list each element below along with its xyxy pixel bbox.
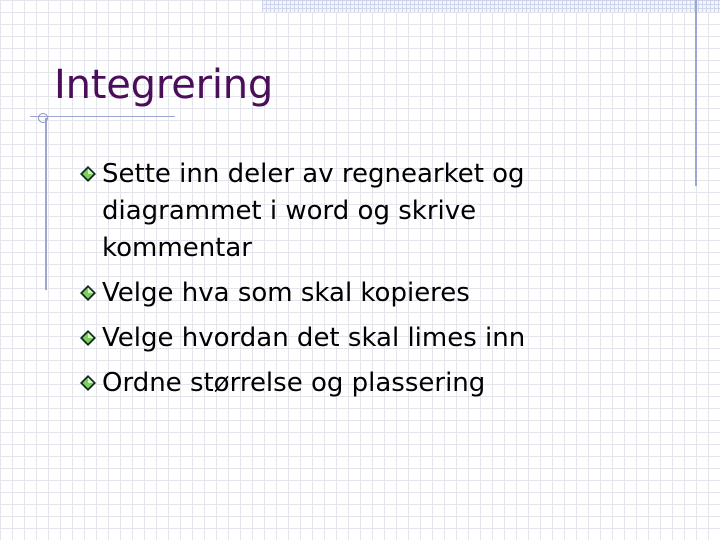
bullet-text: Velge hva som skal kopieres (102, 278, 470, 308)
diamond-bullet-icon (80, 285, 96, 301)
bullet-item (80, 365, 680, 402)
corner-circle-ornament (38, 113, 48, 123)
left-accent-line (45, 118, 47, 290)
bullet-item (80, 156, 680, 267)
bullet-item (80, 320, 680, 357)
bullet-list (80, 156, 680, 410)
title-underline (30, 116, 175, 117)
bullet-text: Ordne størrelse og plassering (102, 368, 486, 398)
diamond-bullet-icon (80, 330, 96, 346)
bullet-item (80, 275, 680, 312)
diamond-bullet-icon (80, 166, 96, 182)
diamond-bullet-icon (80, 375, 96, 391)
right-accent-line (695, 0, 697, 186)
slide-title: Integrering (54, 62, 274, 108)
top-decorative-band (262, 0, 720, 12)
bullet-text: Velge hvordan det skal limes inn (102, 323, 526, 353)
bullet-text: Sette inn deler av regnearket og diagrammet i word og skrive kommentar (102, 159, 525, 263)
